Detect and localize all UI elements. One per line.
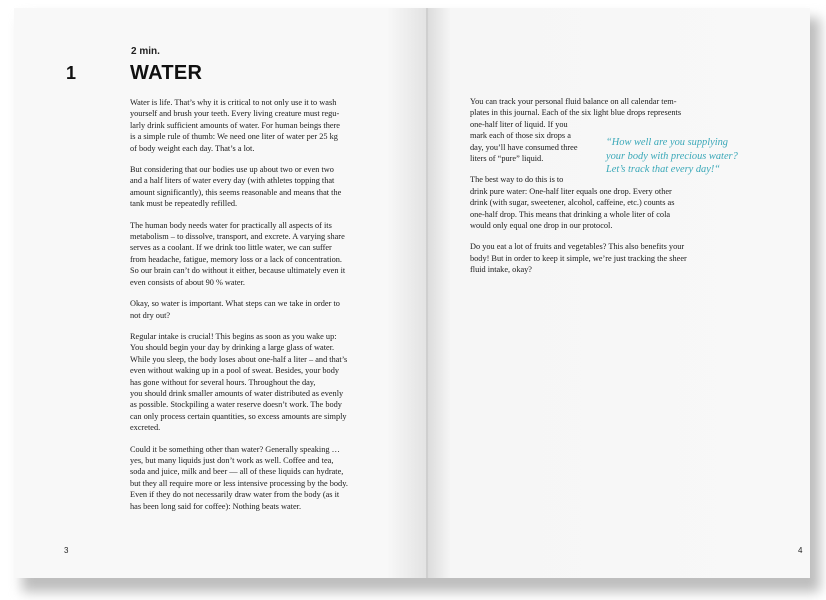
paragraph: Regular intake is crucial! This begins as soon as you wake up: You should begin your day by drinking a large glass of water. While you sleep, the body loses about one-half a liter – and that’s even without waking up in a pool of sweat. Besides, your body has gone without for several hours. Throughout the day, you should drink smaller amounts of water distributed as evenly as possible. Stockpiling a water reserve doesn’t work. The body can only process certain quantities, so excess amounts are simply excreted.	[130, 331, 348, 433]
paragraph: You can track your personal fluid balance on all calendar tem- plates in this journal. Each of the six light blue drops represents one-half liter of liquid. If you mark each of those six drops a day, you’ll have consumed three liters of “pure” liquid.	[470, 97, 682, 164]
paragraph: The human body needs water for practically all aspects of its metabolism – to dissolve, transport, and excrete. A varying share serves as a coolant. If we drink too little water, we can suffer from headache, fatigue, memory loss or a lack of concentration. So our brain can’t do without it either, because ultimately even it even consists of about 90 % water.	[130, 220, 346, 287]
reading-time: 2 min.	[131, 46, 160, 57]
left-body-text	[130, 97, 384, 522]
page-number-left: 3	[64, 546, 69, 555]
book-spread	[14, 8, 810, 578]
right-body-text	[470, 96, 740, 286]
chapter-number: 1	[66, 63, 77, 83]
chapter-title: WATER	[130, 62, 203, 84]
paragraph: Do you eat a lot of fruits and vegetables? This also benefits your body! But in order to keep it simple, we’re just tracking the sheer fluid intake, okay?	[470, 242, 687, 275]
right-page	[428, 8, 810, 578]
paragraph: Could it be something other than water? Generally speaking … yes, but many liquids just don’t work as well. Coffee and tea, soda and juice, milk and beer — all of these liquids can hydrate, but they all require more or less intensive processing by the body. Even if they do not necessarily draw water from the body (as it has been long said for coffee): Nothing beats water.	[130, 444, 348, 511]
paragraph: Water is life. That’s why it is critical to not only use it to wash yourself and brush your teeth. Every living creature must regu- larly drink sufficient amounts of water. For human beings there is a simple rule of thumb: We need one liter of water per 25 kg of body weight each day. That’s a lot.	[130, 98, 340, 153]
page-number-right: 4	[798, 546, 803, 555]
paragraph: Okay, so water is important. What steps can we take in order to not dry out?	[130, 299, 340, 320]
paragraph: The best way to do this is to drink pure water: One-half liter equals one drop. Every other drink (with sugar, sweetener, alcohol, caffeine, etc.) counts as one-half drop. This means that drinking a whole liter of cola would only equal one drop in our protocol.	[470, 175, 675, 231]
left-page	[14, 8, 428, 578]
pull-quote: “How well are you supplying your body with precious water? Let’s track that every day!“	[606, 137, 738, 176]
paragraph: But considering that our bodies use up about two or even two and a half liters of water every day (with athletes topping that amount significantly), this seems reasonable and means that the tank must be repeatedly refilled.	[130, 165, 342, 209]
